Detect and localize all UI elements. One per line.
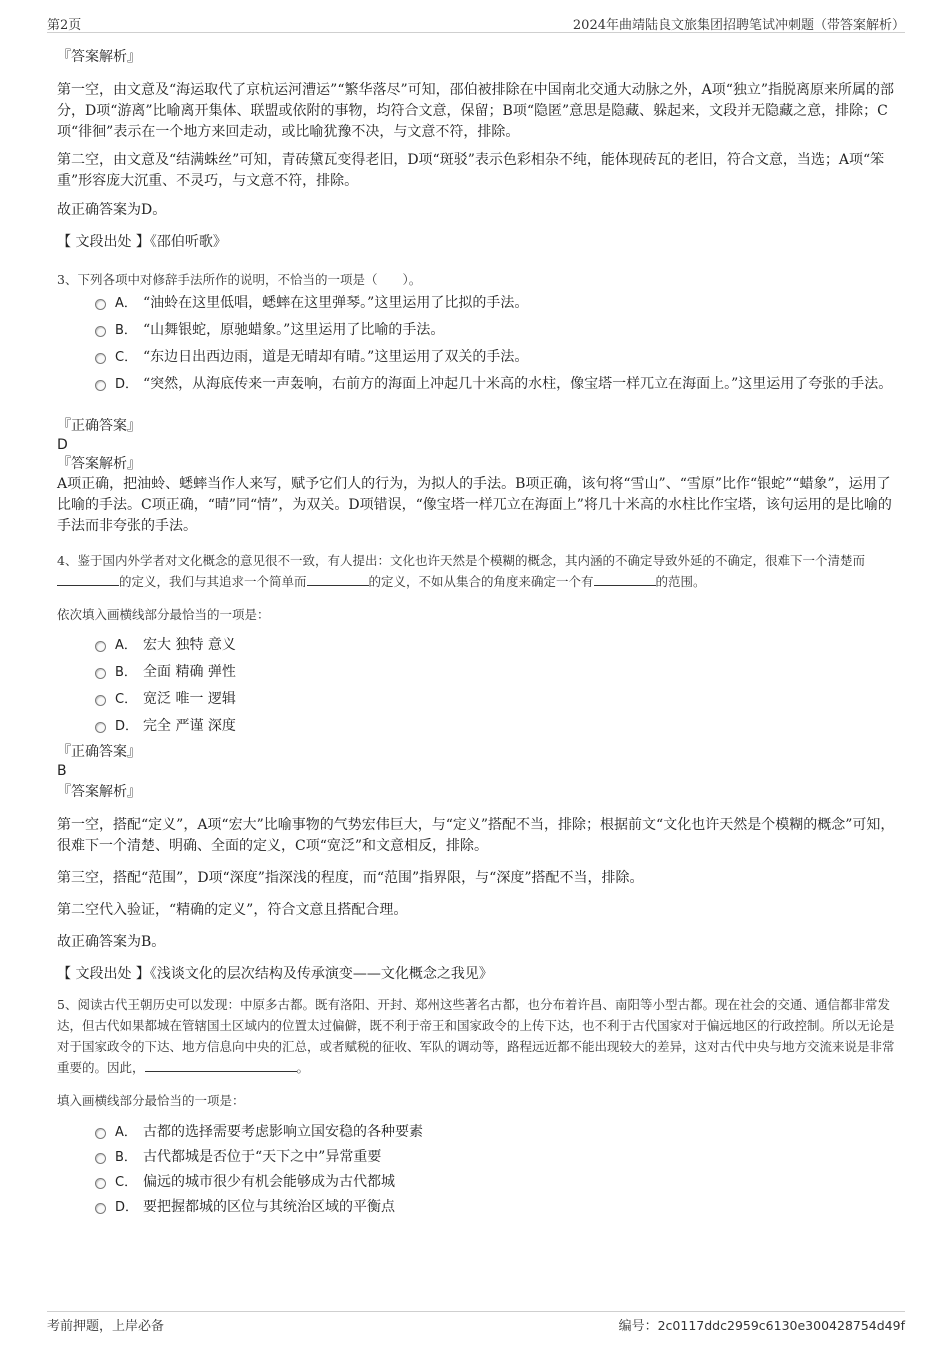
q4-analysis-p1: 第一空，搭配“定义”，A项“宏大”比喻事物的气势宏伟巨大，与“定义”搭配不当，排除；根据前文“文化也许天然是个模糊的概念”可知，很难下一个清楚、明确、全面的定义，C项“宽泛”和文意相反，排除。 [57,817,895,854]
radio-icon[interactable] [95,1178,106,1189]
q4-option-b[interactable] [95,661,897,684]
q4-answer: B [57,763,67,779]
page-header [47,12,905,33]
option-key: B． [115,323,137,338]
radio-icon[interactable] [95,380,106,391]
radio-icon[interactable] [95,695,106,706]
code-label: 编号： [618,1319,658,1334]
option-text: “油蛉在这里低唱，蟋蟀在这里弹琴。”这里运用了比拟的手法。 [143,295,529,311]
q3-analysis: A项正确，把油蛉、蟋蟀当作人来写，赋予它们人的行为，为拟人的手法。B项正确，该句将“雪山”、“雪原”比作“银蛇”“蜡象”，运用了比喻的手法。C项正确，“晴”同“情”，为双关。D项错误，“像宝塔一样兀立在海面上”将几十米高的水柱比作宝塔，该句运用的是比喻的手法而非夸张的手法。 [57,476,892,534]
q3-answer: D [57,437,68,453]
radio-icon[interactable] [95,1203,106,1214]
q4-stem-part-b: 的定义，我们与其追求一个简单而 [119,574,307,589]
page-number: 第2页 [47,18,82,33]
q5-stem-end: 。 [296,1060,310,1075]
q5-option-a[interactable] [95,1121,897,1144]
q3-option-b[interactable] [95,319,897,342]
option-text: “东边日出西边雨，道是无晴却有晴。”这里运用了双关的手法。 [143,349,529,365]
option-text: 全面 精确 弹性 [143,664,236,680]
q3-option-c[interactable] [95,346,897,369]
q5-option-d[interactable] [95,1196,897,1219]
option-text: 古代都城是否位于“天下之中”异常重要 [143,1149,382,1165]
q4-correct-title: 『正确答案』 [57,744,141,760]
document-title: 2024年曲靖陆良文旅集团招聘笔试冲刺题（带答案解析） [572,18,905,33]
blank-line [307,573,369,586]
q4-option-d[interactable] [95,715,897,738]
q4-analysis-p3: 第二空代入验证，“精确的定义”，符合文意且搭配合理。 [57,902,408,918]
q4-option-c[interactable] [95,688,897,711]
option-text: 宏大 独特 意义 [143,637,236,653]
radio-icon[interactable] [95,722,106,733]
q3-analysis-title: 『答案解析』 [57,456,141,472]
q3-option-a[interactable] [95,292,897,315]
q2-analysis-p3: 故正确答案为D。 [57,202,167,218]
q2-analysis-p1: 第一空，由文意及“海运取代了京杭运河漕运”“繁华落尽”可知，邵伯被排除在中国南北交通大动脉之外，A项“独立”指脱离原来所属的部分，D项“游离”比喻离开集体、联盟或依附的事物，均符合文意，保留；B项“隐匿”意思是隐藏、躲起来，文段并无隐藏之意，排除；C项“徘徊”表示在一个地方来回走动，或比喻犹豫不决，与文意不符，排除。 [57,82,895,140]
q4-prompt: 依次填入画横线部分最恰当的一项是： [57,607,270,622]
radio-icon[interactable] [95,1153,106,1164]
q2-analysis-p2: 第二空，由文意及“结满蛛丝”可知，青砖黛瓦变得老旧，D项“斑驳”表示色彩相杂不纯，能体现砖瓦的老旧，符合文意，当选；A项“笨重”形容庞大沉重、不灵巧，与文意不符，排除。 [57,152,885,189]
q2-source: 【 文段出处 】《邵伯听歌》 [57,234,227,250]
option-key: A． [115,638,137,653]
q2-analysis-title: 『答案解析』 [57,49,141,65]
q3-stem: 3、下列各项中对修辞手法所作的说明，不恰当的一项是（ ）。 [57,272,422,287]
option-key: A． [115,1125,137,1140]
option-key: D． [115,377,139,392]
q5-stem-text: 5、阅读古代王朝历史可以发现：中原多古都。既有洛阳、开封、郑州这些著名古都，也分布着许昌、南阳等小型古都。现在社会的交通、通信都非常发达，但古代如果都城在管辖国土区域内的位置太过偏僻，既不利于帝王和国家政令的上传下达，也不利于古代国家对于偏远地区的行政控制。所以无论是对于国家政令的下达、地方信息向中央的汇总，或者赋税的征收、军队的调动等，路程远近都不能出现较大的差异，这对古代中央与地方交流来说是非常重要的。因此， [57,997,895,1075]
option-key: C． [115,1175,138,1190]
q3-correct-title: 『正确答案』 [57,418,141,434]
q5-prompt: 填入画横线部分最恰当的一项是： [57,1093,245,1108]
q4-analysis-title: 『答案解析』 [57,784,141,800]
q3-options [95,292,897,396]
footer-slogan: 考前押题，上岸必备 [47,1319,165,1334]
q5-option-c[interactable] [95,1171,897,1194]
option-text: 要把握都城的区位与其统治区域的平衡点 [143,1199,395,1215]
option-text: “突然，从海底传来一声轰响，右前方的海面上冲起几十米高的水柱，像宝塔一样兀立在海面上。”这里运用了夸张的手法。 [143,376,893,392]
blank-line [57,573,119,586]
radio-icon[interactable] [95,353,106,364]
q4-options [95,634,897,738]
blank-line [145,1059,297,1072]
option-key: D． [115,1200,139,1215]
q4-stem-part-a: 4、鉴于国内外学者对文化概念的意见很不一致，有人提出：文化也许天然是个模糊的概念，其内涵的不确定导致外延的不确定，很难下一个清楚而 [57,553,865,568]
q4-analysis-p4: 故正确答案为B。 [57,934,166,950]
q4-stem-part-c: 的定义，不如从集合的角度来确定一个有 [368,574,594,589]
q4-analysis-p2: 第三空，搭配“范围”，D项“深度”指深浅的程度，而“范围”指界限，与“深度”搭配不当，排除。 [57,870,644,886]
radio-icon[interactable] [95,641,106,652]
blank-line [594,573,656,586]
main-content [57,44,897,1219]
radio-icon[interactable] [95,1128,106,1139]
option-key: B． [115,1150,137,1165]
option-key: B． [115,665,137,680]
page-footer [47,1311,905,1332]
option-text: 宽泛 唯一 逻辑 [143,691,236,707]
option-key: D． [115,719,139,734]
code-value: 2c0117ddc2959c6130e300428754d49f [657,1318,905,1333]
option-text: 偏远的城市很少有机会能够成为古代都城 [143,1174,395,1190]
q5-stem [57,994,897,1078]
q4-stem-part-d: 的范围。 [655,574,706,589]
document-code [619,1315,905,1334]
option-key: C． [115,692,138,707]
q5-option-b[interactable] [95,1146,897,1169]
q5-options [95,1121,897,1219]
q4-option-a[interactable] [95,634,897,657]
option-text: “山舞银蛇，原驰蜡象。”这里运用了比喻的手法。 [143,322,445,338]
q4-stem [57,550,897,592]
radio-icon[interactable] [95,326,106,337]
option-text: 古都的选择需要考虑影响立国安稳的各种要素 [143,1124,423,1140]
q4-source: 【 文段出处 】《浅谈文化的层次结构及传承演变——文化概念之我见》 [57,966,493,982]
option-key: C． [115,350,138,365]
radio-icon[interactable] [95,668,106,679]
option-text: 完全 严谨 深度 [143,718,236,734]
option-key: A． [115,296,137,311]
radio-icon[interactable] [95,299,106,310]
q3-option-d[interactable] [95,373,897,396]
